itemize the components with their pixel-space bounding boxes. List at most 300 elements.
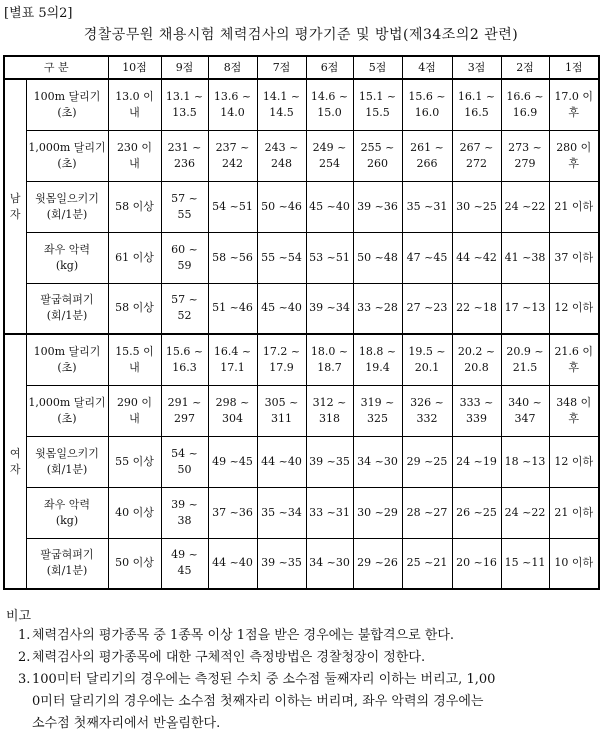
- score-cell-line: 17.0 이: [554, 89, 594, 103]
- score-cell: [402, 181, 452, 232]
- score-cell-line: 54 ~: [171, 446, 198, 460]
- score-cell: [501, 232, 549, 283]
- score-cell-line: 18 ~13: [504, 454, 546, 468]
- score-cell-line: 15.5: [365, 105, 390, 119]
- header-score: 2점: [501, 56, 549, 79]
- score-cell: [353, 436, 402, 487]
- score-cell-line: 19.4: [365, 360, 390, 374]
- score-cell: [501, 334, 549, 385]
- score-cell: [452, 79, 501, 130]
- score-cell: [257, 538, 306, 589]
- score-cell-line: 28 ~27: [406, 505, 448, 519]
- test-item-line: 팔굽혀펴기: [40, 548, 94, 562]
- test-item-line: 팔굽혀펴기: [40, 293, 94, 307]
- score-cell-line: 14.1 ~: [262, 89, 301, 103]
- note-item: [18, 647, 598, 669]
- score-cell: [353, 385, 402, 436]
- test-item-line: (초): [57, 105, 77, 119]
- test-item-line: (kg): [55, 258, 79, 272]
- test-item-line: 윗몸일으키기: [35, 191, 99, 205]
- score-cell-line: 49 ~: [171, 548, 198, 562]
- score-cell-line: 255 ~: [360, 140, 395, 154]
- score-cell-line: 29 ~26: [357, 556, 398, 570]
- score-cell: [306, 538, 353, 589]
- score-cell-line: 236: [174, 156, 195, 170]
- score-cell-line: 50 ~46: [261, 199, 302, 213]
- score-cell-line: 45: [177, 564, 192, 578]
- score-cell: [306, 181, 353, 232]
- score-cell-line: 16.6 ~: [506, 89, 544, 103]
- score-cell-line: 내: [129, 411, 140, 425]
- score-cell-line: 333 ~: [459, 395, 494, 409]
- score-cell: [452, 130, 501, 181]
- score-cell-line: 39 ~: [171, 497, 198, 511]
- score-cell: [452, 181, 501, 232]
- score-cell-line: 14.5: [269, 105, 294, 119]
- score-cell-line: 16.3: [172, 360, 197, 374]
- header-score: 6점: [306, 56, 353, 79]
- test-item-line: (kg): [55, 513, 79, 527]
- score-cell-line: 39 ~35: [261, 556, 302, 570]
- score-cell-line: 18.0 ~: [310, 344, 349, 358]
- score-cell: [452, 232, 501, 283]
- score-cell-line: 249 ~: [312, 140, 347, 154]
- score-cell-line: 후: [568, 360, 580, 374]
- score-cell: [161, 232, 208, 283]
- score-cell: [208, 232, 257, 283]
- score-cell-line: 332: [416, 411, 438, 425]
- score-cell-line: 34 ~30: [309, 556, 350, 570]
- score-cell: [108, 487, 161, 538]
- test-item: [26, 130, 108, 181]
- score-cell-line: 273 ~: [508, 140, 542, 154]
- score-cell-line: 325: [367, 411, 388, 425]
- score-cell-line: 13.6 ~: [213, 89, 252, 103]
- score-cell: [108, 334, 161, 385]
- score-cell: [257, 385, 306, 436]
- table-row: [4, 181, 599, 232]
- note-item: [18, 625, 598, 647]
- test-item: [26, 436, 108, 487]
- note-text: 체력검사의 평가종목에 대한 구체적인 측정방법은 경찰청장이 정한다.: [32, 650, 426, 665]
- test-item-line: (초): [57, 360, 77, 374]
- note-number: 3.: [18, 672, 31, 687]
- table-row: [4, 130, 599, 181]
- score-cell: [161, 130, 208, 181]
- score-cell-line: 272: [466, 156, 487, 170]
- score-cell: [257, 181, 306, 232]
- score-cell: [208, 283, 257, 334]
- score-cell-line: 40 이상: [115, 505, 154, 519]
- notes-heading: 비고: [6, 609, 32, 624]
- score-cell: [257, 487, 306, 538]
- score-cell-line: 243 ~: [264, 140, 299, 154]
- score-cell-line: 14.0: [220, 105, 245, 119]
- score-cell-line: 237 ~: [215, 140, 250, 154]
- score-cell: [549, 487, 599, 538]
- score-cell: [452, 436, 501, 487]
- score-cell-line: 57 ~: [171, 191, 198, 205]
- score-cell-line: 27 ~23: [406, 301, 448, 315]
- score-cell-line: 17.2 ~: [262, 344, 301, 358]
- score-cell: [353, 538, 402, 589]
- score-cell: [108, 436, 161, 487]
- score-cell-line: 267 ~: [459, 140, 494, 154]
- score-cell-line: 15.1 ~: [358, 89, 397, 103]
- score-cell-line: 242: [222, 156, 243, 170]
- score-cell: [353, 130, 402, 181]
- table-title: 경찰공무원 채용시험 체력검사의 평가기준 및 방법(제34조의2 관련): [83, 27, 519, 43]
- test-item: [26, 334, 108, 385]
- score-cell: [257, 232, 306, 283]
- score-cell-line: 304: [222, 411, 243, 425]
- score-cell-line: 37 이하: [554, 250, 594, 264]
- score-cell-line: 41 ~38: [504, 250, 546, 264]
- table-row: [4, 436, 599, 487]
- score-cell: [402, 436, 452, 487]
- score-cell: [501, 538, 549, 589]
- score-cell: [306, 79, 353, 130]
- score-cell: [501, 130, 549, 181]
- score-cell-line: 61 이상: [115, 250, 154, 264]
- score-cell-line: 16.0: [414, 105, 440, 119]
- score-cell: [402, 283, 452, 334]
- header-category: 구 분: [4, 56, 108, 79]
- score-cell: [353, 79, 402, 130]
- score-cell-line: 347: [514, 411, 536, 425]
- score-cell-line: 60 ~: [171, 242, 198, 256]
- score-cell-line: 20.1: [414, 360, 440, 374]
- header-row: [4, 56, 599, 79]
- score-cell-line: 16.1 ~: [457, 89, 496, 103]
- score-cell-line: 50 ~48: [357, 250, 398, 264]
- score-cell: [452, 334, 501, 385]
- test-item-line: (초): [57, 156, 77, 170]
- score-cell-line: 후: [568, 156, 580, 170]
- score-cell-line: 45 ~40: [309, 199, 350, 213]
- header-score: 1점: [549, 56, 599, 79]
- score-cell-line: 35 ~34: [261, 505, 302, 519]
- score-cell: [501, 487, 549, 538]
- score-cell-line: 15 ~11: [504, 556, 546, 570]
- score-cell: [306, 130, 353, 181]
- score-cell-line: 13.0 이: [115, 89, 154, 103]
- score-cell-line: 19.5 ~: [408, 344, 446, 358]
- score-cell-line: 47 ~45: [406, 250, 448, 264]
- table-row: [4, 334, 599, 385]
- note-item: [18, 669, 598, 735]
- group-label-char: 남: [9, 191, 21, 205]
- score-cell-line: 24 ~22: [504, 199, 546, 213]
- score-cell: [161, 385, 208, 436]
- score-cell-line: 39 ~35: [309, 454, 350, 468]
- test-item-line: (회/1분): [46, 207, 88, 221]
- score-cell: [549, 232, 599, 283]
- score-cell-line: 24 ~19: [456, 454, 497, 468]
- score-cell: [161, 436, 208, 487]
- score-cell: [549, 334, 599, 385]
- test-item-line: 100m 달리기: [33, 344, 101, 358]
- score-cell: [402, 334, 452, 385]
- score-cell-line: 20.8: [464, 360, 489, 374]
- score-cell: [108, 181, 161, 232]
- note-text: 100미터 달리기의 경우에는 측정된 수치 중 소수점 둘째자리 이하는 버리고, 1,00: [32, 672, 496, 687]
- score-cell-line: 291 ~: [167, 395, 202, 409]
- score-cell: [402, 487, 452, 538]
- score-cell-line: 20.9 ~: [506, 344, 544, 358]
- score-cell-line: 44 ~40: [261, 454, 302, 468]
- score-cell: [108, 232, 161, 283]
- score-cell: [161, 334, 208, 385]
- test-item: [26, 538, 108, 589]
- score-cell-line: 318: [319, 411, 340, 425]
- score-cell: [306, 487, 353, 538]
- score-cell-line: 340 ~: [508, 395, 542, 409]
- score-cell-line: 44 ~42: [456, 250, 497, 264]
- score-cell-line: 58 이상: [115, 301, 154, 315]
- table-row: [4, 385, 599, 436]
- score-cell-line: 248: [271, 156, 292, 170]
- score-cell-line: 18.8 ~: [358, 344, 397, 358]
- score-cell: [257, 334, 306, 385]
- score-cell: [501, 436, 549, 487]
- test-item: [26, 232, 108, 283]
- score-cell-line: 39 ~36: [357, 199, 398, 213]
- score-cell-line: 254: [319, 156, 340, 170]
- score-cell-line: 21.6 이: [554, 344, 594, 358]
- test-item-line: 100m 달리기: [33, 89, 101, 103]
- score-cell-line: 내: [129, 360, 140, 374]
- score-cell: [549, 181, 599, 232]
- score-cell-line: 55: [177, 207, 192, 221]
- score-cell-line: 260: [367, 156, 388, 170]
- score-cell: [501, 385, 549, 436]
- score-cell: [208, 538, 257, 589]
- table-row: [4, 79, 599, 130]
- group-label: [4, 334, 26, 589]
- score-cell: [161, 181, 208, 232]
- test-item-line: 좌우 악력: [43, 497, 90, 511]
- score-cell-line: 58 이상: [115, 199, 154, 213]
- score-cell-line: 52: [177, 309, 192, 323]
- score-cell-line: 312 ~: [312, 395, 347, 409]
- score-cell-line: 53 ~51: [309, 250, 350, 264]
- score-cell: [306, 436, 353, 487]
- score-cell-line: 18.7: [317, 360, 342, 374]
- header-score: 7점: [257, 56, 306, 79]
- header-score: 3점: [452, 56, 501, 79]
- score-cell-line: 내: [129, 156, 140, 170]
- score-cell-line: 17 ~13: [504, 301, 546, 315]
- score-cell-line: 44 ~40: [212, 556, 253, 570]
- score-cell-line: 14.6 ~: [310, 89, 349, 103]
- score-cell-line: 25 ~21: [406, 556, 448, 570]
- score-cell: [306, 283, 353, 334]
- score-cell: [452, 538, 501, 589]
- score-cell-line: 59: [177, 258, 192, 272]
- group-label-char: 자: [9, 207, 21, 221]
- score-cell-line: 16.9: [512, 105, 538, 119]
- table-row: [4, 232, 599, 283]
- score-cell: [549, 538, 599, 589]
- score-cell: [549, 79, 599, 130]
- score-cell-line: 26 ~25: [456, 505, 497, 519]
- score-cell: [208, 436, 257, 487]
- score-cell: [353, 283, 402, 334]
- score-cell-line: 21.5: [512, 360, 538, 374]
- group-label: [4, 79, 26, 334]
- table-row: [4, 538, 599, 589]
- test-item: [26, 283, 108, 334]
- score-cell-line: 51 ~46: [212, 301, 253, 315]
- score-cell: [208, 385, 257, 436]
- score-cell-line: 311: [271, 411, 292, 425]
- score-cell-line: 21 이하: [554, 505, 594, 519]
- score-cell: [108, 283, 161, 334]
- group-label-char: 자: [9, 462, 21, 476]
- group-label-char: 여: [9, 446, 21, 460]
- score-cell-line: 231 ~: [167, 140, 202, 154]
- score-cell-line: 55 이상: [115, 454, 154, 468]
- score-cell-line: 30 ~29: [357, 505, 398, 519]
- score-cell-line: 20 ~16: [456, 556, 497, 570]
- score-cell-line: 15.0: [317, 105, 342, 119]
- score-cell-line: 55 ~54: [261, 250, 302, 264]
- score-cell-line: 17.1: [220, 360, 245, 374]
- score-cell: [208, 181, 257, 232]
- header-score: 8점: [208, 56, 257, 79]
- score-cell: [161, 487, 208, 538]
- score-cell: [108, 538, 161, 589]
- score-cell: [549, 130, 599, 181]
- header-score: 5점: [353, 56, 402, 79]
- score-cell: [452, 283, 501, 334]
- score-cell-line: 326 ~: [410, 395, 444, 409]
- score-cell-line: 50: [177, 462, 192, 476]
- score-cell: [353, 232, 402, 283]
- score-cell-line: 230 이: [116, 140, 153, 154]
- table-row: [4, 487, 599, 538]
- score-cell: [208, 334, 257, 385]
- score-cell: [353, 334, 402, 385]
- score-cell: [257, 79, 306, 130]
- score-cell-line: 21 이하: [554, 199, 594, 213]
- score-cell: [452, 487, 501, 538]
- score-cell: [306, 232, 353, 283]
- test-item-line: 좌우 악력: [43, 242, 90, 256]
- score-cell: [402, 232, 452, 283]
- score-cell-line: 34 ~30: [357, 454, 398, 468]
- score-cell-line: 290 이: [116, 395, 153, 409]
- score-cell: [208, 130, 257, 181]
- score-cell-line: 45 ~40: [261, 301, 302, 315]
- score-cell-line: 49 ~45: [212, 454, 253, 468]
- score-cell-line: 33 ~28: [357, 301, 398, 315]
- score-cell-line: 22 ~18: [456, 301, 497, 315]
- note-text: 0미터 달리기의 경우에는 소수점 첫째자리 이하는 버리며, 좌우 악력의 경우에는: [32, 694, 484, 709]
- score-cell-line: 305 ~: [264, 395, 299, 409]
- score-cell: [257, 283, 306, 334]
- test-item-line: (회/1분): [46, 309, 88, 323]
- score-cell-line: 17.9: [269, 360, 294, 374]
- score-cell: [257, 436, 306, 487]
- header-score: 9점: [161, 56, 208, 79]
- score-cell-line: 24 ~22: [504, 505, 546, 519]
- score-cell-line: 12 이하: [554, 454, 594, 468]
- test-item-line: (회/1분): [46, 564, 88, 578]
- score-cell-line: 13.1 ~: [165, 89, 204, 103]
- score-cell-line: 57 ~: [171, 293, 198, 307]
- score-cell: [501, 283, 549, 334]
- score-cell-line: 10 이하: [554, 556, 594, 570]
- score-cell: [208, 79, 257, 130]
- score-cell: [161, 538, 208, 589]
- score-cell: [549, 283, 599, 334]
- test-item-line: 1,000m 달리기: [28, 395, 106, 409]
- test-item-line: 1,000m 달리기: [28, 140, 106, 154]
- score-cell-line: 58 ~56: [212, 250, 253, 264]
- score-cell-line: 13.5: [172, 105, 197, 119]
- score-cell: [108, 385, 161, 436]
- score-cell-line: 35 ~31: [406, 199, 448, 213]
- score-cell: [161, 283, 208, 334]
- note-text: 체력검사의 평가종목 중 1종목 이상 1점을 받은 경우에는 불합격으로 한다.: [32, 628, 455, 643]
- score-cell-line: 후: [568, 411, 580, 425]
- score-cell-line: 266: [416, 156, 438, 170]
- score-cell: [208, 487, 257, 538]
- note-text: 소수점 첫째자리에서 반올림한다.: [32, 716, 221, 731]
- score-cell-line: 29 ~25: [406, 454, 448, 468]
- test-item: [26, 487, 108, 538]
- score-cell: [353, 181, 402, 232]
- score-cell-line: 16.4 ~: [213, 344, 252, 358]
- score-cell: [402, 385, 452, 436]
- score-cell-line: 298 ~: [215, 395, 250, 409]
- score-cell-line: 후: [568, 105, 580, 119]
- score-cell: [306, 385, 353, 436]
- score-cell: [161, 79, 208, 130]
- score-cell-line: 50 이상: [115, 556, 154, 570]
- score-cell-line: 280 이: [556, 140, 592, 154]
- fitness-criteria-table: [3, 55, 600, 590]
- score-cell: [402, 79, 452, 130]
- test-item-line: (회/1분): [46, 462, 88, 476]
- header-score: 10점: [108, 56, 161, 79]
- test-item-line: 윗몸일으키기: [35, 446, 99, 460]
- score-cell-line: 12 이하: [554, 301, 594, 315]
- score-cell: [402, 538, 452, 589]
- score-cell: [549, 436, 599, 487]
- score-cell-line: 348 이: [556, 395, 592, 409]
- score-cell-line: 39 ~34: [309, 301, 350, 315]
- score-cell-line: 279: [514, 156, 536, 170]
- score-cell: [501, 181, 549, 232]
- annex-label: [별표 5의2]: [4, 6, 73, 21]
- score-cell-line: 15.6 ~: [408, 89, 446, 103]
- header-score: 4점: [402, 56, 452, 79]
- test-item: [26, 181, 108, 232]
- score-cell-line: 54 ~51: [212, 199, 253, 213]
- score-cell-line: 38: [177, 513, 192, 527]
- score-cell-line: 내: [129, 105, 140, 119]
- score-cell-line: 15.6 ~: [165, 344, 204, 358]
- score-cell-line: 15.5 이: [115, 344, 154, 358]
- score-cell-line: 16.5: [464, 105, 489, 119]
- test-item-line: (초): [57, 411, 77, 425]
- score-cell-line: 37 ~36: [212, 505, 253, 519]
- score-cell-line: 319 ~: [360, 395, 395, 409]
- table-row: [4, 283, 599, 334]
